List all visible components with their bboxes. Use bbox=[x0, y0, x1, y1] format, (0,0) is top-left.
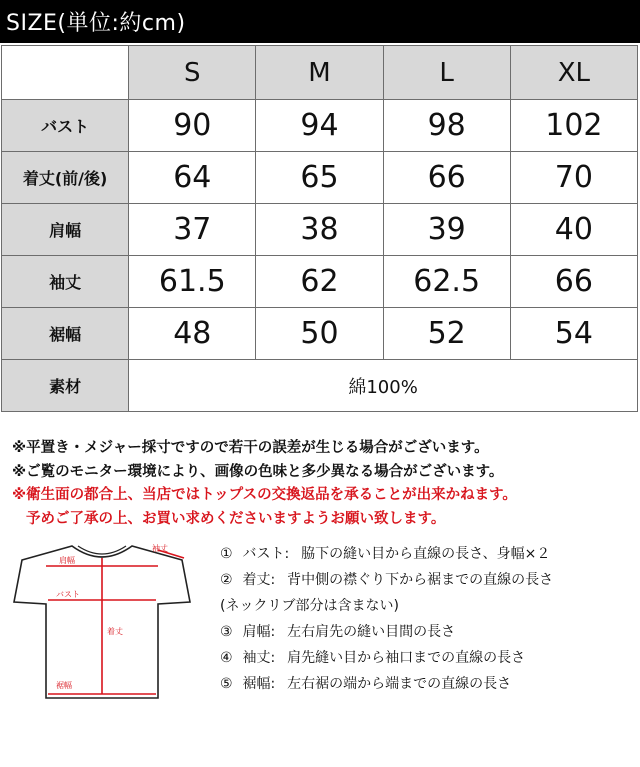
table-cell: 66 bbox=[383, 152, 510, 204]
table-cell: 102 bbox=[510, 100, 637, 152]
legend-number: ① bbox=[220, 546, 233, 562]
table-cell: 40 bbox=[510, 204, 637, 256]
legend-key: バスト: bbox=[242, 546, 290, 562]
notes-block bbox=[12, 437, 517, 531]
table-cell: 70 bbox=[510, 152, 637, 204]
tshirt-diagram bbox=[12, 538, 192, 738]
legend-item bbox=[220, 593, 553, 619]
table-cell: 48 bbox=[129, 308, 256, 360]
legend-number: ③ bbox=[220, 624, 233, 640]
table-cell: 50 bbox=[256, 308, 383, 360]
table-row bbox=[2, 204, 638, 256]
header-bar bbox=[0, 0, 640, 43]
diagram-label-length: 着丈 bbox=[107, 627, 123, 636]
row-label: 袖丈 bbox=[2, 256, 129, 308]
legend-item bbox=[220, 541, 553, 567]
legend-key: 裾幅: bbox=[242, 676, 276, 692]
legend-desc: 左右裾の端から端までの直線の長さ bbox=[287, 676, 512, 692]
table-cell: 54 bbox=[510, 308, 637, 360]
table-cell: 65 bbox=[256, 152, 383, 204]
size-header-row bbox=[2, 46, 638, 100]
table-row bbox=[2, 152, 638, 204]
size-header-s: S bbox=[129, 46, 256, 100]
row-label: 裾幅 bbox=[2, 308, 129, 360]
legend-item bbox=[220, 567, 553, 593]
note-line-warning: ※衛生面の都合上、当店ではトップスの交換返品を承ることが出来かねます。 bbox=[12, 487, 517, 503]
table-row bbox=[2, 308, 638, 360]
page-title: SIZE(単位:約cm) bbox=[6, 11, 186, 36]
table-row bbox=[2, 256, 638, 308]
note-line: ※平置き・メジャー採寸ですので若干の誤差が生じる場合がございます。 bbox=[12, 440, 489, 456]
material-label: 素材 bbox=[2, 360, 129, 412]
legend-item bbox=[220, 671, 553, 697]
legend-key: 袖丈: bbox=[242, 650, 276, 666]
size-header-xl: XL bbox=[510, 46, 637, 100]
row-label: 着丈(前/後) bbox=[2, 152, 129, 204]
size-table bbox=[1, 45, 638, 412]
legend-item bbox=[220, 619, 553, 645]
table-cell: 98 bbox=[383, 100, 510, 152]
note-line-warning: 予めご了承の上、お買い求めくださいますようお願い致します。 bbox=[26, 510, 446, 527]
table-cell: 66 bbox=[510, 256, 637, 308]
legend-key: 肩幅: bbox=[242, 624, 276, 640]
table-cell: 39 bbox=[383, 204, 510, 256]
diagram-label-bust: バスト bbox=[56, 590, 80, 599]
table-corner-cell bbox=[2, 46, 129, 100]
row-label: バスト bbox=[2, 100, 129, 152]
table-cell: 94 bbox=[256, 100, 383, 152]
legend-desc: 肩先縫い目から袖口までの直線の長さ bbox=[287, 650, 526, 666]
note-line: ※ご覧のモニター環境により、画像の色味と多少異なる場合がございます。 bbox=[12, 463, 504, 480]
table-cell: 64 bbox=[129, 152, 256, 204]
measurement-legend bbox=[220, 541, 553, 697]
material-row bbox=[2, 360, 638, 412]
legend-number: ⑤ bbox=[220, 676, 233, 692]
table-cell: 38 bbox=[256, 204, 383, 256]
size-header-m: M bbox=[256, 46, 383, 100]
legend-item bbox=[220, 645, 553, 671]
material-value: 綿100% bbox=[129, 360, 638, 412]
table-cell: 62.5 bbox=[383, 256, 510, 308]
table-cell: 62 bbox=[256, 256, 383, 308]
diagram-label-sleeve: 袖丈 bbox=[152, 544, 168, 553]
row-label: 肩幅 bbox=[2, 204, 129, 256]
table-row bbox=[2, 100, 638, 152]
table-cell: 37 bbox=[129, 204, 256, 256]
table-cell: 90 bbox=[129, 100, 256, 152]
legend-desc: (ネックリブ部分は含まない) bbox=[220, 598, 399, 614]
legend-desc: 背中側の襟ぐり下から裾までの直線の長さ bbox=[287, 572, 554, 588]
legend-number: ④ bbox=[220, 650, 233, 666]
table-cell: 52 bbox=[383, 308, 510, 360]
legend-number: ② bbox=[220, 572, 233, 588]
diagram-label-hem: 裾幅 bbox=[56, 681, 72, 690]
legend-desc: 脇下の縫い目から直線の長さ、身幅×２ bbox=[301, 546, 551, 562]
diagram-label-shoulder: 肩幅 bbox=[59, 556, 75, 565]
table-cell: 61.5 bbox=[129, 256, 256, 308]
size-header-l: L bbox=[383, 46, 510, 100]
legend-key: 着丈: bbox=[242, 572, 276, 588]
legend-desc: 左右肩先の縫い目間の長さ bbox=[287, 624, 456, 640]
